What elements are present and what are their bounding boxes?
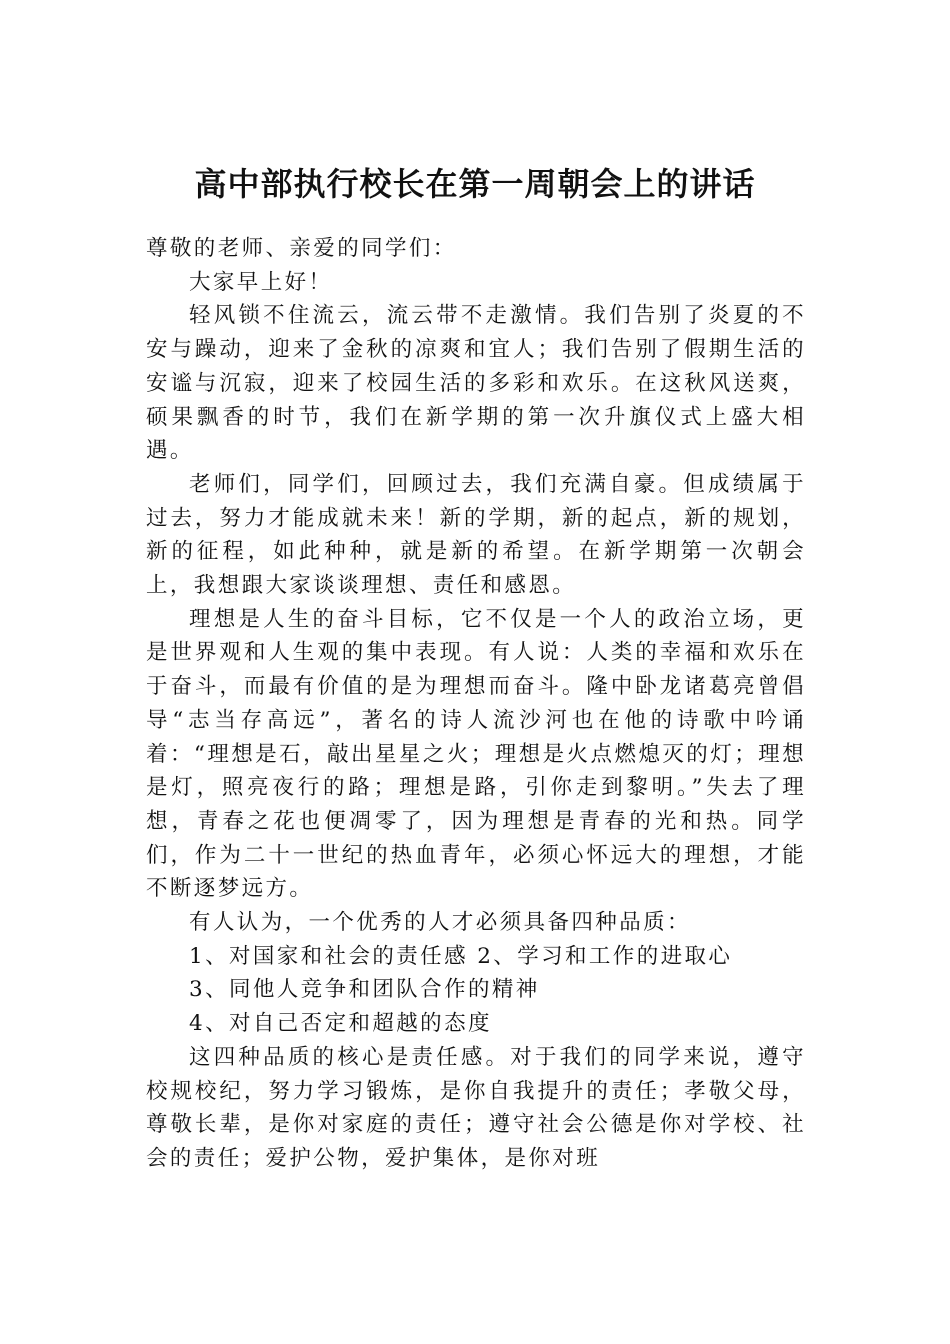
list-item-quality-4: 4、对自己否定和超越的态度	[189, 1011, 492, 1037]
paragraph-responsibility: 这四种品质的核心是责任感。对于我们的同学来说，遵守校规校纪，努力学习锻炼，是你自我提升的责任；孝敬父母，尊敬长辈，是你对家庭的责任；遵守社会公德是你对学校、社会的责任；爱护公物，爱护集体，是你对班	[146, 1044, 806, 1171]
document-body	[146, 232, 806, 1176]
paragraph-new-term: 老师们，同学们，回顾过去，我们充满自豪。但成绩属于过去，努力才能成就未来！新的学期，新的起点，新的规划，新的征程，如此种种，就是新的希望。在新学期第一次朝会上，我想跟大家谈谈理想、责任和感恩。	[146, 471, 806, 599]
paragraph-ideals: 理想是人生的奋斗目标，它不仅是一个人的政治立场，更是世界观和人生观的集中表现。有人说：人类的幸福和欢乐在于奋斗，而最有价值的是为理想而奋斗。隆中卧龙诸葛亮曾倡导“志当存高远”，著名的诗人流沙河也在他的诗歌中吟诵着：“理想是石，敲出星星之火；理想是火点燃熄灭的灯；理想是灯，照亮夜行的路；理想是路，引你走到黎明。”失去了理想，青春之花也便凋零了，因为理想是青春的光和热。同学们，作为二十一世纪的热血青年，必须心怀远大的理想，才能不断逐梦远方。	[146, 606, 806, 902]
document-title: 高中部执行校长在第一周朝会上的讲话	[194, 165, 756, 203]
paragraph-greeting: 大家早上好！	[189, 269, 333, 295]
salutation: 尊敬的老师、亲爱的同学们：	[146, 236, 457, 261]
list-item-quality-3: 3、同他人竞争和团队合作的精神	[189, 977, 540, 1003]
paragraph-four-qualities-intro: 有人认为，一个优秀的人才必须具备四种品质：	[189, 910, 691, 936]
paragraph-autumn: 轻风锁不住流云，流云带不走激情。我们告别了炎夏的不安与躁动，迎来了金秋的凉爽和宜人；我们告别了假期生活的安谧与沉寂，迎来了校园生活的多彩和欢乐。在这秋风送爽，硕果飘香的时节，我们在新学期的第一次升旗仪式上盛大相遇。	[146, 303, 806, 464]
list-item-quality-1-2: 1、对国家和社会的责任感 2、学习和工作的进取心	[189, 943, 733, 969]
